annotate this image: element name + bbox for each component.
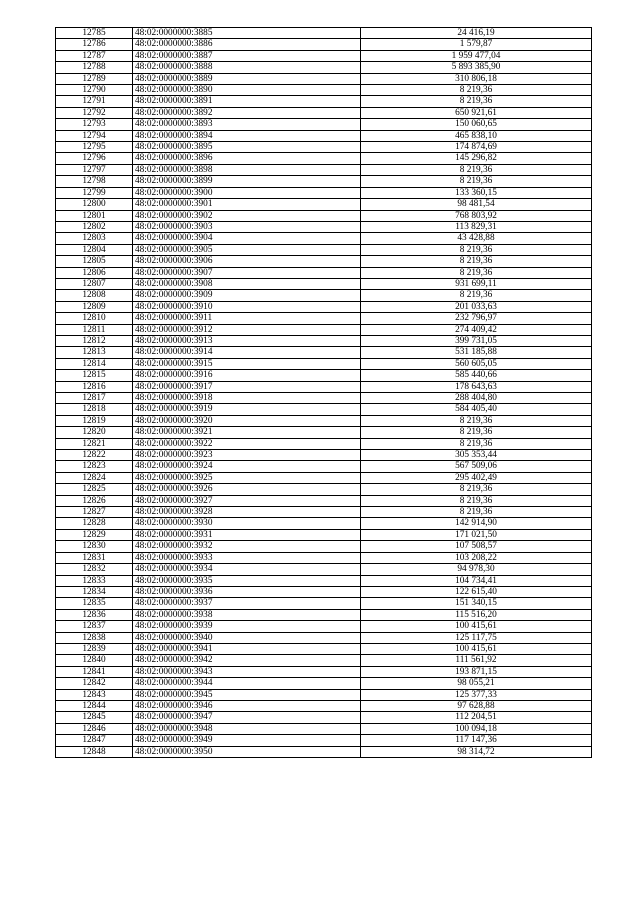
cadastral-number-cell: 48:02:0000000:3917 <box>133 381 361 392</box>
cadastral-number-cell: 48:02:0000000:3911 <box>133 313 361 324</box>
cadastral-number-cell: 48:02:0000000:3927 <box>133 495 361 506</box>
value-cell: 274 409,42 <box>361 324 592 335</box>
table-row <box>56 153 592 164</box>
row-number-cell: 12847 <box>56 735 133 746</box>
table-row <box>56 427 592 438</box>
row-number-cell: 12826 <box>56 495 133 506</box>
row-number-cell: 12789 <box>56 73 133 84</box>
row-number-cell: 12822 <box>56 450 133 461</box>
cadastral-number-cell: 48:02:0000000:3898 <box>133 164 361 175</box>
table-row <box>56 495 592 506</box>
row-number-cell: 12839 <box>56 643 133 654</box>
value-cell: 24 416,19 <box>361 28 592 39</box>
row-number-cell: 12815 <box>56 370 133 381</box>
table-row <box>56 107 592 118</box>
cadastral-number-cell: 48:02:0000000:3930 <box>133 518 361 529</box>
table-row <box>56 735 592 746</box>
value-cell: 97 628,88 <box>361 700 592 711</box>
row-number-cell: 12806 <box>56 267 133 278</box>
cadastral-number-cell: 48:02:0000000:3910 <box>133 301 361 312</box>
row-number-cell: 12819 <box>56 415 133 426</box>
row-number-cell: 12805 <box>56 256 133 267</box>
row-number-cell: 12808 <box>56 290 133 301</box>
table-row <box>56 142 592 153</box>
row-number-cell: 12790 <box>56 85 133 96</box>
row-number-cell: 12845 <box>56 712 133 723</box>
value-cell: 8 219,36 <box>361 495 592 506</box>
cadastral-number-cell: 48:02:0000000:3937 <box>133 598 361 609</box>
row-number-cell: 12841 <box>56 666 133 677</box>
row-number-cell: 12787 <box>56 50 133 61</box>
cadastral-number-cell: 48:02:0000000:3915 <box>133 358 361 369</box>
value-cell: 567 509,06 <box>361 461 592 472</box>
cadastral-number-cell: 48:02:0000000:3909 <box>133 290 361 301</box>
row-number-cell: 12834 <box>56 586 133 597</box>
table-row <box>56 244 592 255</box>
row-number-cell: 12791 <box>56 96 133 107</box>
value-cell: 94 978,30 <box>361 564 592 575</box>
table-row <box>56 347 592 358</box>
table-row <box>56 313 592 324</box>
row-number-cell: 12799 <box>56 187 133 198</box>
table-row <box>56 472 592 483</box>
value-cell: 8 219,36 <box>361 176 592 187</box>
row-number-cell: 12827 <box>56 507 133 518</box>
cadastral-number-cell: 48:02:0000000:3899 <box>133 176 361 187</box>
row-number-cell: 12830 <box>56 541 133 552</box>
cadastral-number-cell: 48:02:0000000:3914 <box>133 347 361 358</box>
row-number-cell: 12816 <box>56 381 133 392</box>
value-cell: 8 219,36 <box>361 244 592 255</box>
row-number-cell: 12835 <box>56 598 133 609</box>
cadastral-number-cell: 48:02:0000000:3931 <box>133 529 361 540</box>
row-number-cell: 12837 <box>56 621 133 632</box>
cadastral-number-cell: 48:02:0000000:3942 <box>133 655 361 666</box>
value-cell: 117 147,36 <box>361 735 592 746</box>
table-row <box>56 609 592 620</box>
cadastral-number-cell: 48:02:0000000:3934 <box>133 564 361 575</box>
table-row <box>56 164 592 175</box>
table-row <box>56 62 592 73</box>
cadastral-number-cell: 48:02:0000000:3903 <box>133 221 361 232</box>
row-number-cell: 12785 <box>56 28 133 39</box>
table-row <box>56 233 592 244</box>
table-row <box>56 518 592 529</box>
row-number-cell: 12804 <box>56 244 133 255</box>
value-cell: 8 219,36 <box>361 164 592 175</box>
cadastral-number-cell: 48:02:0000000:3944 <box>133 678 361 689</box>
cadastral-number-cell: 48:02:0000000:3947 <box>133 712 361 723</box>
value-cell: 107 508,57 <box>361 541 592 552</box>
value-cell: 1 959 477,04 <box>361 50 592 61</box>
value-cell: 100 415,61 <box>361 643 592 654</box>
value-cell: 98 055,21 <box>361 678 592 689</box>
row-number-cell: 12829 <box>56 529 133 540</box>
table-row <box>56 28 592 39</box>
value-cell: 8 219,36 <box>361 507 592 518</box>
table-row <box>56 301 592 312</box>
row-number-cell: 12828 <box>56 518 133 529</box>
table-row <box>56 393 592 404</box>
value-cell: 125 117,75 <box>361 632 592 643</box>
table-row <box>56 210 592 221</box>
row-number-cell: 12832 <box>56 564 133 575</box>
cadastral-number-cell: 48:02:0000000:3950 <box>133 746 361 757</box>
cadastral-number-cell: 48:02:0000000:3939 <box>133 621 361 632</box>
table-row <box>56 176 592 187</box>
value-cell: 178 643,63 <box>361 381 592 392</box>
value-cell: 768 803,92 <box>361 210 592 221</box>
cadastral-number-cell: 48:02:0000000:3912 <box>133 324 361 335</box>
cadastral-number-cell: 48:02:0000000:3904 <box>133 233 361 244</box>
table-row <box>56 370 592 381</box>
row-number-cell: 12786 <box>56 39 133 50</box>
cadastral-number-cell: 48:02:0000000:3887 <box>133 50 361 61</box>
row-number-cell: 12803 <box>56 233 133 244</box>
value-cell: 111 561,92 <box>361 655 592 666</box>
cadastral-number-cell: 48:02:0000000:3890 <box>133 85 361 96</box>
value-cell: 8 219,36 <box>361 415 592 426</box>
value-cell: 560 605,05 <box>361 358 592 369</box>
cadastral-number-cell: 48:02:0000000:3938 <box>133 609 361 620</box>
table-row <box>56 689 592 700</box>
cadastral-number-cell: 48:02:0000000:3932 <box>133 541 361 552</box>
row-number-cell: 12814 <box>56 358 133 369</box>
value-cell: 584 405,40 <box>361 404 592 415</box>
row-number-cell: 12844 <box>56 700 133 711</box>
table-row <box>56 586 592 597</box>
value-cell: 43 428,88 <box>361 233 592 244</box>
value-cell: 115 516,20 <box>361 609 592 620</box>
value-cell: 174 874,69 <box>361 142 592 153</box>
cadastral-number-cell: 48:02:0000000:3908 <box>133 278 361 289</box>
table-row <box>56 324 592 335</box>
row-number-cell: 12813 <box>56 347 133 358</box>
table-row <box>56 119 592 130</box>
value-cell: 531 185,88 <box>361 347 592 358</box>
value-cell: 8 219,36 <box>361 256 592 267</box>
cadastral-number-cell: 48:02:0000000:3949 <box>133 735 361 746</box>
cadastral-number-cell: 48:02:0000000:3893 <box>133 119 361 130</box>
table-row <box>56 438 592 449</box>
row-number-cell: 12788 <box>56 62 133 73</box>
value-cell: 650 921,61 <box>361 107 592 118</box>
row-number-cell: 12792 <box>56 107 133 118</box>
table-row <box>56 278 592 289</box>
table-row <box>56 632 592 643</box>
cadastral-number-cell: 48:02:0000000:3916 <box>133 370 361 381</box>
cadastral-number-cell: 48:02:0000000:3918 <box>133 393 361 404</box>
cadastral-number-cell: 48:02:0000000:3895 <box>133 142 361 153</box>
table-row <box>56 415 592 426</box>
table-row <box>56 678 592 689</box>
row-number-cell: 12817 <box>56 393 133 404</box>
table-row <box>56 221 592 232</box>
value-cell: 133 360,15 <box>361 187 592 198</box>
cadastral-number-cell: 48:02:0000000:3907 <box>133 267 361 278</box>
row-number-cell: 12821 <box>56 438 133 449</box>
value-cell: 8 219,36 <box>361 96 592 107</box>
value-cell: 100 415,61 <box>361 621 592 632</box>
value-cell: 100 094,18 <box>361 723 592 734</box>
row-number-cell: 12846 <box>56 723 133 734</box>
row-number-cell: 12810 <box>56 313 133 324</box>
value-cell: 8 219,36 <box>361 85 592 96</box>
cadastral-number-cell: 48:02:0000000:3900 <box>133 187 361 198</box>
value-cell: 125 377,33 <box>361 689 592 700</box>
value-cell: 112 204,51 <box>361 712 592 723</box>
table-row <box>56 564 592 575</box>
cadastral-number-cell: 48:02:0000000:3891 <box>133 96 361 107</box>
value-cell: 8 219,36 <box>361 484 592 495</box>
table-row <box>56 187 592 198</box>
row-number-cell: 12807 <box>56 278 133 289</box>
table-row <box>56 655 592 666</box>
value-cell: 288 404,80 <box>361 393 592 404</box>
cadastral-number-cell: 48:02:0000000:3888 <box>133 62 361 73</box>
row-number-cell: 12800 <box>56 199 133 210</box>
table-row <box>56 39 592 50</box>
row-number-cell: 12820 <box>56 427 133 438</box>
value-cell: 201 033,63 <box>361 301 592 312</box>
cadastral-number-cell: 48:02:0000000:3924 <box>133 461 361 472</box>
row-number-cell: 12811 <box>56 324 133 335</box>
cadastral-number-cell: 48:02:0000000:3945 <box>133 689 361 700</box>
table-row <box>56 723 592 734</box>
value-cell: 305 353,44 <box>361 450 592 461</box>
table-row <box>56 358 592 369</box>
table-row <box>56 404 592 415</box>
value-cell: 171 021,50 <box>361 529 592 540</box>
cadastral-number-cell: 48:02:0000000:3940 <box>133 632 361 643</box>
cadastral-number-cell: 48:02:0000000:3922 <box>133 438 361 449</box>
value-cell: 8 219,36 <box>361 267 592 278</box>
row-number-cell: 12825 <box>56 484 133 495</box>
value-cell: 113 829,31 <box>361 221 592 232</box>
table-row <box>56 575 592 586</box>
value-cell: 151 340,15 <box>361 598 592 609</box>
value-cell: 98 481,54 <box>361 199 592 210</box>
cadastral-number-cell: 48:02:0000000:3919 <box>133 404 361 415</box>
row-number-cell: 12809 <box>56 301 133 312</box>
table-row <box>56 666 592 677</box>
row-number-cell: 12798 <box>56 176 133 187</box>
table-row <box>56 290 592 301</box>
table-row <box>56 461 592 472</box>
table-row <box>56 130 592 141</box>
value-cell: 103 208,22 <box>361 552 592 563</box>
table-row <box>56 256 592 267</box>
row-number-cell: 12840 <box>56 655 133 666</box>
table-row <box>56 85 592 96</box>
table-row <box>56 700 592 711</box>
value-cell: 142 914,90 <box>361 518 592 529</box>
row-number-cell: 12823 <box>56 461 133 472</box>
cadastral-number-cell: 48:02:0000000:3920 <box>133 415 361 426</box>
cadastral-number-cell: 48:02:0000000:3896 <box>133 153 361 164</box>
value-cell: 150 060,65 <box>361 119 592 130</box>
cadastral-number-cell: 48:02:0000000:3894 <box>133 130 361 141</box>
value-cell: 399 731,05 <box>361 335 592 346</box>
value-cell: 5 893 385,90 <box>361 62 592 73</box>
cadastral-number-cell: 48:02:0000000:3933 <box>133 552 361 563</box>
cadastral-number-cell: 48:02:0000000:3885 <box>133 28 361 39</box>
cadastral-number-cell: 48:02:0000000:3906 <box>133 256 361 267</box>
table-row <box>56 541 592 552</box>
cadastral-number-cell: 48:02:0000000:3902 <box>133 210 361 221</box>
table-row <box>56 552 592 563</box>
table-body <box>56 28 592 758</box>
table-row <box>56 50 592 61</box>
row-number-cell: 12795 <box>56 142 133 153</box>
row-number-cell: 12833 <box>56 575 133 586</box>
table-row <box>56 507 592 518</box>
value-cell: 232 796,97 <box>361 313 592 324</box>
value-cell: 8 219,36 <box>361 438 592 449</box>
cadastral-number-cell: 48:02:0000000:3928 <box>133 507 361 518</box>
cadastral-number-cell: 48:02:0000000:3923 <box>133 450 361 461</box>
row-number-cell: 12812 <box>56 335 133 346</box>
cadastral-value-table <box>55 27 592 758</box>
table-row <box>56 267 592 278</box>
cadastral-number-cell: 48:02:0000000:3948 <box>133 723 361 734</box>
row-number-cell: 12797 <box>56 164 133 175</box>
value-cell: 310 806,18 <box>361 73 592 84</box>
table-row <box>56 199 592 210</box>
table-row <box>56 335 592 346</box>
row-number-cell: 12831 <box>56 552 133 563</box>
table-row <box>56 381 592 392</box>
row-number-cell: 12842 <box>56 678 133 689</box>
value-cell: 8 219,36 <box>361 290 592 301</box>
row-number-cell: 12824 <box>56 472 133 483</box>
cadastral-number-cell: 48:02:0000000:3941 <box>133 643 361 654</box>
cadastral-number-cell: 48:02:0000000:3936 <box>133 586 361 597</box>
row-number-cell: 12836 <box>56 609 133 620</box>
cadastral-number-cell: 48:02:0000000:3925 <box>133 472 361 483</box>
table-row <box>56 529 592 540</box>
row-number-cell: 12796 <box>56 153 133 164</box>
row-number-cell: 12793 <box>56 119 133 130</box>
cadastral-number-cell: 48:02:0000000:3886 <box>133 39 361 50</box>
value-cell: 295 402,49 <box>361 472 592 483</box>
cadastral-number-cell: 48:02:0000000:3889 <box>133 73 361 84</box>
row-number-cell: 12818 <box>56 404 133 415</box>
cadastral-number-cell: 48:02:0000000:3892 <box>133 107 361 118</box>
row-number-cell: 12843 <box>56 689 133 700</box>
value-cell: 931 699,11 <box>361 278 592 289</box>
cadastral-number-cell: 48:02:0000000:3943 <box>133 666 361 677</box>
table-row <box>56 598 592 609</box>
value-cell: 8 219,36 <box>361 427 592 438</box>
table-row <box>56 643 592 654</box>
table-row <box>56 484 592 495</box>
value-cell: 145 296,82 <box>361 153 592 164</box>
row-number-cell: 12838 <box>56 632 133 643</box>
cadastral-number-cell: 48:02:0000000:3921 <box>133 427 361 438</box>
cadastral-number-cell: 48:02:0000000:3926 <box>133 484 361 495</box>
cadastral-number-cell: 48:02:0000000:3913 <box>133 335 361 346</box>
value-cell: 98 314,72 <box>361 746 592 757</box>
value-cell: 465 838,10 <box>361 130 592 141</box>
value-cell: 193 871,15 <box>361 666 592 677</box>
table-row <box>56 621 592 632</box>
cadastral-number-cell: 48:02:0000000:3935 <box>133 575 361 586</box>
table-row <box>56 73 592 84</box>
cadastral-number-cell: 48:02:0000000:3946 <box>133 700 361 711</box>
table-row <box>56 746 592 757</box>
table-row <box>56 450 592 461</box>
value-cell: 104 734,41 <box>361 575 592 586</box>
table-row <box>56 712 592 723</box>
row-number-cell: 12802 <box>56 221 133 232</box>
value-cell: 122 615,40 <box>361 586 592 597</box>
value-cell: 1 579,87 <box>361 39 592 50</box>
row-number-cell: 12794 <box>56 130 133 141</box>
table-row <box>56 96 592 107</box>
value-cell: 585 440,66 <box>361 370 592 381</box>
cadastral-number-cell: 48:02:0000000:3901 <box>133 199 361 210</box>
cadastral-number-cell: 48:02:0000000:3905 <box>133 244 361 255</box>
row-number-cell: 12848 <box>56 746 133 757</box>
row-number-cell: 12801 <box>56 210 133 221</box>
